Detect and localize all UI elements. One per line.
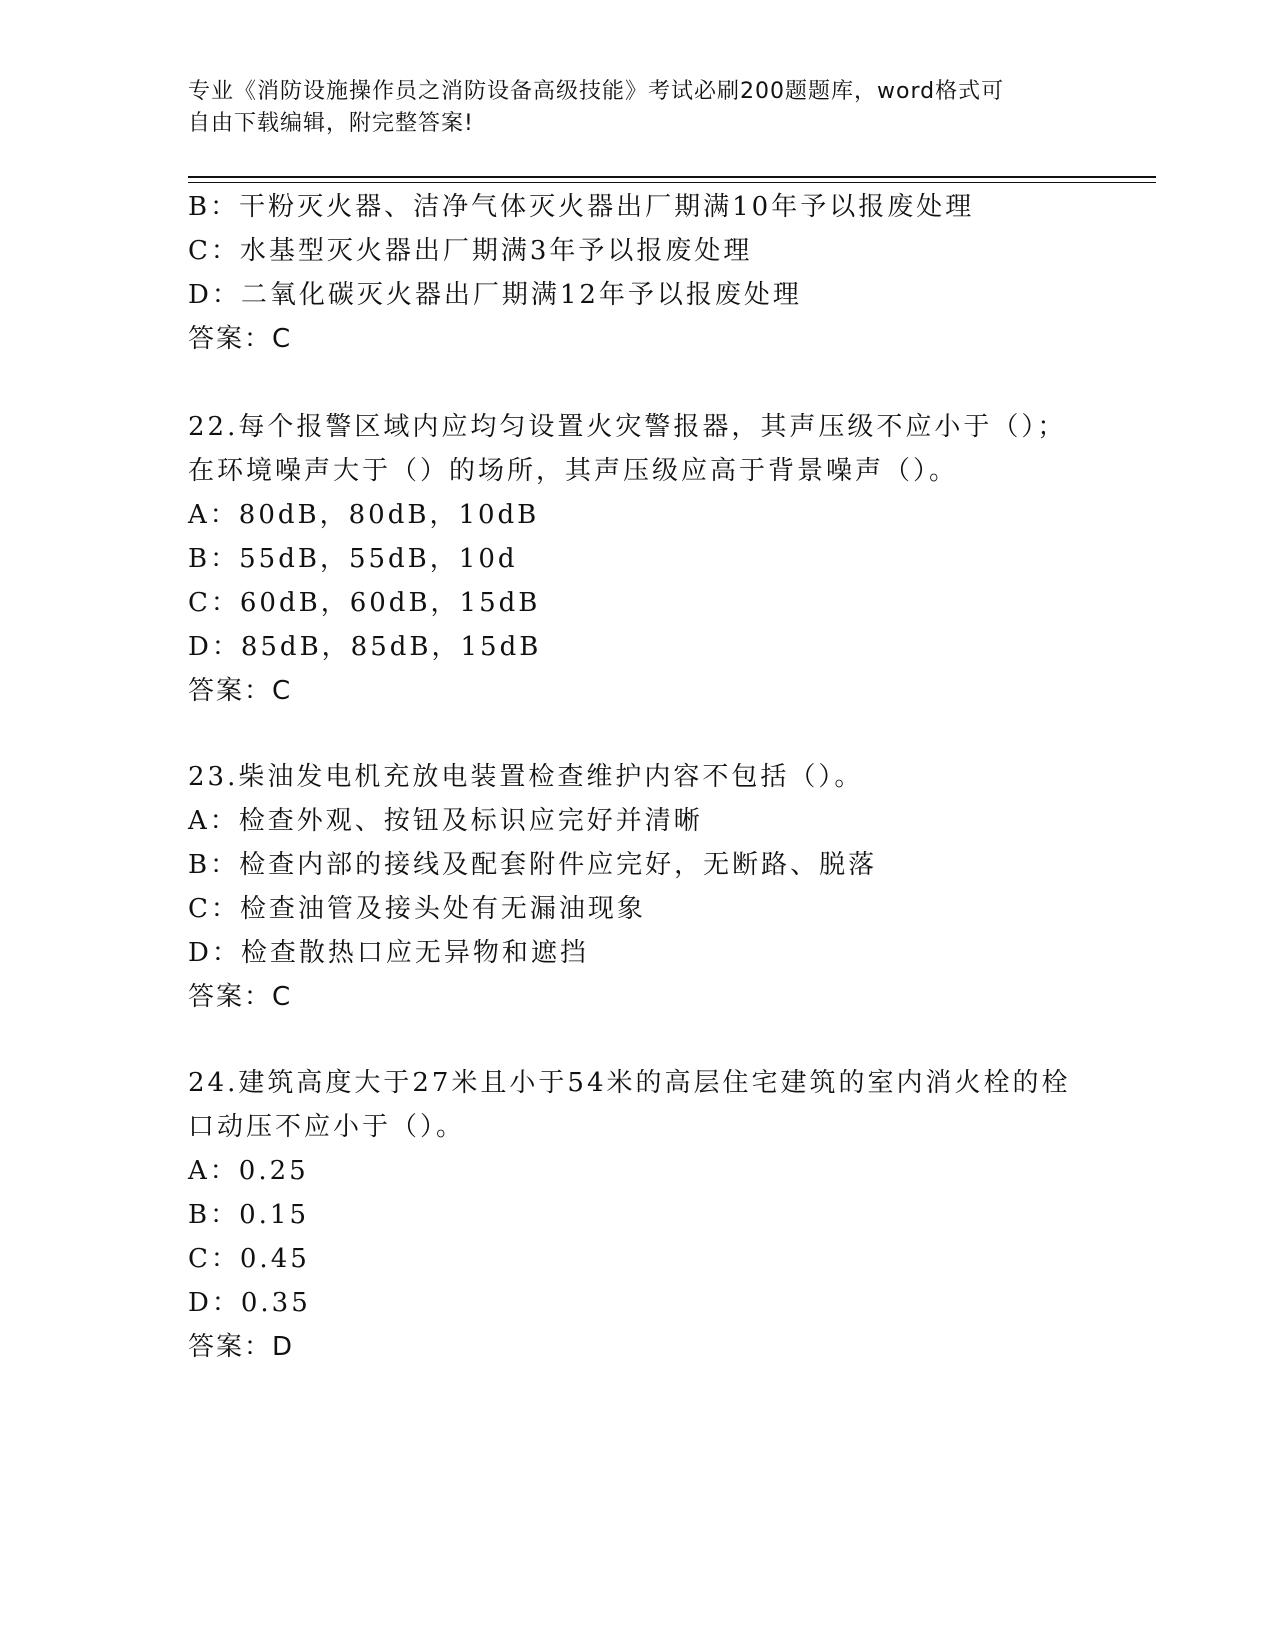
question-stem-line-2: 在环境噪声大于（）的场所，其声压级应高于背景噪声（）。 <box>188 456 959 486</box>
option-b: B：干粉灭火器、洁净气体灭火器出厂期满10年予以报废处理 <box>188 192 975 222</box>
option-d: D：85dB，85dB，15dB <box>188 632 542 662</box>
question-stem-line-2: 口动压不应小于（）。 <box>188 1112 466 1142</box>
option-c: C：水基型灭火器出厂期满3年予以报废处理 <box>188 236 753 266</box>
option-b: B：55dB，55dB，10d <box>188 544 518 574</box>
option-d: D：二氧化碳灭火器出厂期满12年予以报废处理 <box>188 280 802 310</box>
option-a: A：0.25 <box>188 1156 309 1186</box>
answer-label: 答案：C <box>188 676 293 706</box>
option-a: A：检查外观、按钮及标识应完好并清晰 <box>188 806 703 836</box>
option-d: D：0.35 <box>188 1288 311 1318</box>
document-header <box>188 76 1078 140</box>
question-stem-line-1: 23.柴油发电机充放电装置检查维护内容不包括（）。 <box>188 762 864 792</box>
header-divider-thin <box>188 182 1156 183</box>
question-stem-line-1: 24.建筑高度大于27米且小于54米的高层住宅建筑的室内消火栓的栓 <box>188 1068 1071 1098</box>
answer-label: 答案：C <box>188 324 293 354</box>
question-stem-line-1: 22.每个报警区域内应均匀设置火灾警报器，其声压级不应小于（）； <box>188 412 1067 442</box>
option-c: C：60dB，60dB，15dB <box>188 588 541 618</box>
header-divider-thick <box>188 176 1156 178</box>
option-b: B：0.15 <box>188 1200 309 1230</box>
answer-label: 答案：C <box>188 982 293 1012</box>
option-c: C：0.45 <box>188 1244 310 1274</box>
option-a: A：80dB，80dB，10dB <box>188 500 540 530</box>
option-d: D：检查散热口应无异物和遮挡 <box>188 938 589 968</box>
header-line-2: 自由下载编辑，附完整答案! <box>188 111 474 136</box>
answer-label: 答案：D <box>188 1332 295 1362</box>
option-c: C：检查油管及接头处有无漏油现象 <box>188 894 646 924</box>
header-line-1: 专业《消防设施操作员之消防设备高级技能》考试必刷200题题库，word格式可 <box>188 79 1005 104</box>
option-b: B：检查内部的接线及配套附件应完好，无断路、脱落 <box>188 850 878 880</box>
